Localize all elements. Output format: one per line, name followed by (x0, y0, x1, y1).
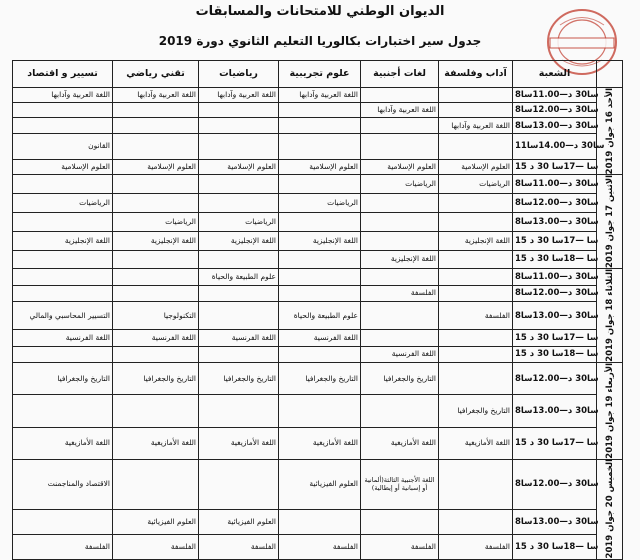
subject-cell: اللغة الفرنسية (113, 330, 199, 346)
subject-cell (13, 103, 113, 118)
subject-cell: اللغة العربية وآدابها (439, 118, 513, 133)
column-header: الشعبة (513, 61, 597, 88)
subject-cell: اللغة الأمازيغية (113, 427, 199, 459)
table-row (13, 250, 623, 269)
subject-cell: التاريخ والجغرافيا (361, 363, 439, 395)
subject-cell (361, 302, 439, 330)
subject-cell (199, 118, 279, 133)
subject-cell (13, 250, 113, 269)
table-row (13, 395, 623, 427)
subject-cell: اللغة العربية وآدابها (199, 88, 279, 103)
time-slot: 15 سا —18سا 30 د (513, 250, 597, 269)
table-row (13, 160, 623, 175)
subject-cell: التسيير المحاسبي والمالي (13, 302, 113, 330)
subject-cell (439, 363, 513, 395)
subject-cell (113, 175, 199, 194)
header-spacer (597, 61, 623, 88)
schedule-title: جدول سير اختبارات بكالوريا التعليم الثانوي دورة 2019 (158, 34, 482, 48)
subject-cell (199, 459, 279, 509)
subject-cell: اللغة الإنجليزية (13, 231, 113, 250)
table-row (13, 363, 623, 395)
subject-cell (13, 510, 113, 535)
subject-cell: التاريخ والجغرافيا (279, 363, 361, 395)
subject-cell: الرياضيات (361, 175, 439, 194)
table-row (13, 302, 623, 330)
table-row (13, 427, 623, 459)
subject-cell (361, 330, 439, 346)
subject-cell (113, 250, 199, 269)
table-row (13, 133, 623, 159)
table-row (13, 103, 623, 118)
time-slot: 15 سا —17سا 30 د (513, 160, 597, 175)
subject-cell: الفلسفة (361, 285, 439, 301)
time-slot: 8سا30 د—11.00سا (513, 269, 597, 285)
schedule-body (13, 88, 623, 560)
column-header: آداب وفلسفة (439, 61, 513, 88)
time-slot: 15 سا —17سا 30 د (513, 231, 597, 250)
subject-cell: اللغة الفرنسية (361, 346, 439, 362)
subject-cell: اللغة الفرنسية (13, 330, 113, 346)
column-header: لغات أجنبية (361, 61, 439, 88)
subject-cell (439, 285, 513, 301)
table-row (13, 510, 623, 535)
table-row (13, 330, 623, 346)
subject-cell (13, 395, 113, 427)
subject-cell (439, 250, 513, 269)
time-slot: 8سا30 د—13.00سا (513, 395, 597, 427)
subject-cell: اللغة الأمازيغية (199, 427, 279, 459)
subject-cell: الاقتصاد والمناجمنت (13, 459, 113, 509)
subject-cell: علوم الطبيعة والحياة (279, 302, 361, 330)
subject-cell (113, 269, 199, 285)
subject-cell (13, 285, 113, 301)
subject-cell (361, 510, 439, 535)
time-slot: 8سا30 د—13.00سا (513, 212, 597, 231)
subject-cell: الفلسفة (439, 302, 513, 330)
subject-cell (113, 459, 199, 509)
subject-cell: اللغة الإنجليزية (199, 231, 279, 250)
time-slot: 11سا30 د—14.00سا (513, 133, 597, 159)
subject-cell (113, 118, 199, 133)
subject-cell: العلوم الإسلامية (113, 160, 199, 175)
office-title: الديوان الوطني للامتحانات والمسابقات (195, 4, 445, 19)
subject-cell: علوم الطبيعة والحياة (199, 269, 279, 285)
time-slot: 8سا30 د—13.00سا (513, 510, 597, 535)
day-label: الخميس 20 جوان 2019 (597, 459, 623, 559)
subject-cell (361, 88, 439, 103)
subject-cell: العلوم الإسلامية (439, 160, 513, 175)
subject-cell: العلوم الإسلامية (279, 160, 361, 175)
subject-cell (13, 175, 113, 194)
time-slot: 8سا30 د—12.00سا (513, 363, 597, 395)
column-header: تسيير و اقتصاد (13, 61, 113, 88)
subject-cell (439, 346, 513, 362)
subject-cell (361, 194, 439, 213)
subject-cell (279, 118, 361, 133)
column-header: رياضيات (199, 61, 279, 88)
subject-cell: العلوم الإسلامية (13, 160, 113, 175)
subject-cell: اللغة الأمازيغية (439, 427, 513, 459)
subject-cell (439, 269, 513, 285)
subject-cell (279, 510, 361, 535)
subject-cell (439, 510, 513, 535)
subject-cell: الفلسفة (199, 535, 279, 560)
subject-cell (439, 212, 513, 231)
subject-cell: الرياضيات (279, 194, 361, 213)
subject-cell: اللغة الإنجليزية (279, 231, 361, 250)
subject-cell (113, 133, 199, 159)
subject-cell (199, 133, 279, 159)
table-row (13, 118, 623, 133)
subject-cell (113, 194, 199, 213)
time-slot: 8سا30 د—12.00سا (513, 459, 597, 509)
table-row (13, 346, 623, 362)
time-slot: 8سا30 د—11.00سا (513, 175, 597, 194)
subject-cell (13, 269, 113, 285)
subject-cell: التاريخ والجغرافيا (439, 395, 513, 427)
subject-cell: الرياضيات (113, 212, 199, 231)
subject-cell (439, 88, 513, 103)
subject-cell: اللغة العربية وآدابها (113, 88, 199, 103)
subject-cell (361, 269, 439, 285)
subject-cell: التاريخ والجغرافيا (199, 363, 279, 395)
subject-cell (279, 346, 361, 362)
subject-cell: العلوم الفيزيائية (113, 510, 199, 535)
subject-cell: اللغة العربية وآدابها (13, 88, 113, 103)
subject-cell (361, 212, 439, 231)
subject-cell (361, 133, 439, 159)
subject-cell (279, 175, 361, 194)
subject-cell (199, 250, 279, 269)
subject-cell (439, 194, 513, 213)
subject-cell: الفلسفة (113, 535, 199, 560)
subject-cell: اللغة الفرنسية (199, 330, 279, 346)
subject-cell (279, 212, 361, 231)
subject-cell: القانون (13, 133, 113, 159)
subject-cell (13, 346, 113, 362)
time-slot: 8سا30 د—12.00سا (513, 285, 597, 301)
subject-cell (279, 285, 361, 301)
subject-cell: الفلسفة (279, 535, 361, 560)
subject-cell: الفلسفة (13, 535, 113, 560)
subject-cell (439, 133, 513, 159)
subject-cell (439, 330, 513, 346)
day-label: الأربعاء 19 جوان 2019 (597, 363, 623, 460)
subject-cell (199, 194, 279, 213)
subject-cell (279, 133, 361, 159)
table-row (13, 535, 623, 560)
time-slot: 15 سا —17سا 30 د (513, 330, 597, 346)
table-row (13, 269, 623, 285)
subject-cell: اللغة الأمازيغية (13, 427, 113, 459)
subject-cell (199, 395, 279, 427)
subject-cell (439, 103, 513, 118)
subject-cell (113, 285, 199, 301)
time-slot: 8سا30 د—13.00سا (513, 302, 597, 330)
day-label: الأحد 16 جوان 2019 (597, 88, 623, 175)
time-slot: 15 سا —17سا 30 د (513, 427, 597, 459)
subject-cell (199, 285, 279, 301)
subject-cell (113, 346, 199, 362)
subject-cell (439, 459, 513, 509)
subject-cell: التاريخ والجغرافيا (13, 363, 113, 395)
subject-cell: اللغة الإنجليزية (113, 231, 199, 250)
time-slot: 8سا30 د—12.00سا (513, 194, 597, 213)
subject-cell (199, 346, 279, 362)
table-header-row (13, 61, 623, 88)
subject-cell: التكنولوجيا (113, 302, 199, 330)
table-row (13, 231, 623, 250)
subject-cell: اللغة الأمازيغية (279, 427, 361, 459)
subject-cell: العلوم الفيزيائية (279, 459, 361, 509)
subject-cell (279, 250, 361, 269)
subject-cell: اللغة الإنجليزية (361, 250, 439, 269)
subject-cell (113, 103, 199, 118)
table-row (13, 459, 623, 509)
subject-cell (361, 231, 439, 250)
time-slot: 8سا30 د—12.00سا (513, 103, 597, 118)
subject-cell: اللغة الأمازيغية (361, 427, 439, 459)
subject-cell: الفلسفة (361, 535, 439, 560)
subject-cell (199, 302, 279, 330)
subject-cell (361, 118, 439, 133)
subject-cell (13, 212, 113, 231)
subject-cell (199, 175, 279, 194)
subject-cell: اللغة الإنجليزية (439, 231, 513, 250)
subject-cell: التاريخ والجغرافيا (113, 363, 199, 395)
time-slot: 8سا30 د—11.00سا (513, 88, 597, 103)
day-label: الثلاثاء 18 جوان 2019 (597, 269, 623, 363)
subject-cell: اللغة الفرنسية (279, 330, 361, 346)
subject-cell (279, 103, 361, 118)
table-row (13, 88, 623, 103)
table-row (13, 285, 623, 301)
subject-cell: اللغة الأجنبية الثالثة(ألمانية أو إسبانية أو إيطالية) (361, 459, 439, 509)
column-header: تقني رياضي (113, 61, 199, 88)
subject-cell (279, 395, 361, 427)
subject-cell (113, 395, 199, 427)
subject-cell (13, 118, 113, 133)
column-header: علوم تجريبية (279, 61, 361, 88)
time-slot: 15 سا —18سا 30 د (513, 535, 597, 560)
subject-cell: الرياضيات (439, 175, 513, 194)
subject-cell: الرياضيات (13, 194, 113, 213)
subject-cell: العلوم الإسلامية (361, 160, 439, 175)
time-slot: 15 سا —18سا 30 د (513, 346, 597, 362)
subject-cell: اللغة العربية وآدابها (361, 103, 439, 118)
table-row (13, 194, 623, 213)
table-row (13, 212, 623, 231)
subject-cell: الرياضيات (199, 212, 279, 231)
subject-cell (279, 269, 361, 285)
subject-cell: العلوم الإسلامية (199, 160, 279, 175)
time-slot: 8سا30 د—13.00سا (513, 118, 597, 133)
subject-cell (199, 103, 279, 118)
table-row (13, 175, 623, 194)
subject-cell: اللغة العربية وآدابها (279, 88, 361, 103)
exam-schedule-table (12, 60, 623, 560)
day-label: الاثنين 17 جوان 2019 (597, 175, 623, 269)
subject-cell: العلوم الفيزيائية (199, 510, 279, 535)
subject-cell (361, 395, 439, 427)
subject-cell: الفلسفة (439, 535, 513, 560)
